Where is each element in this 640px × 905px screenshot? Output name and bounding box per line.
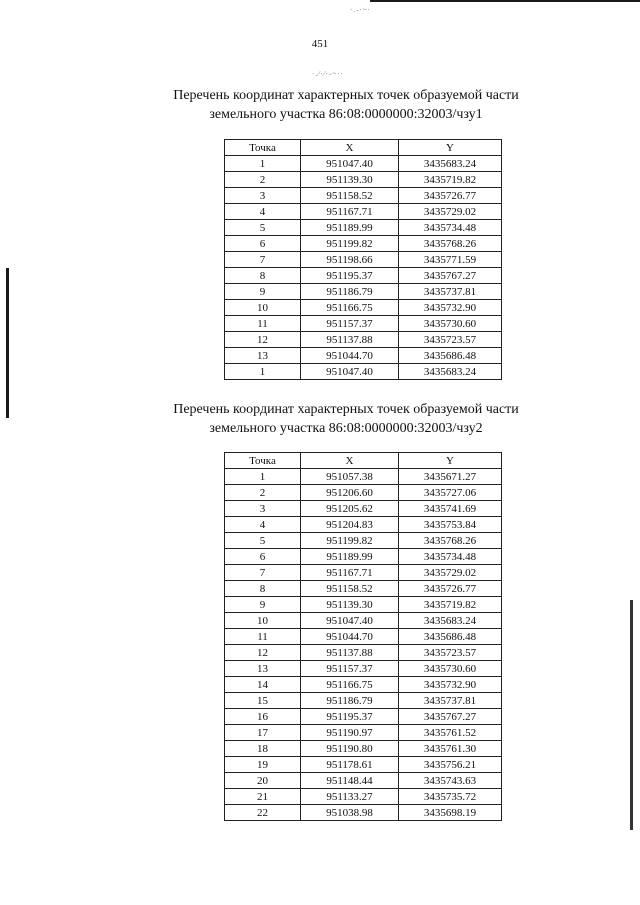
section-1-heading-line-1: Перечень координат характерных точек образуемой части — [173, 88, 519, 103]
x-coordinate-cell: 951139.30 — [301, 597, 399, 613]
point-number-cell: 7 — [225, 252, 301, 268]
x-coordinate-cell: 951166.75 — [301, 677, 399, 693]
column-header-y: Y — [399, 453, 502, 469]
y-coordinate-cell: 3435726.77 — [399, 581, 502, 597]
x-coordinate-cell: 951190.80 — [301, 741, 399, 757]
coordinates-table-2 — [224, 452, 502, 821]
y-coordinate-cell: 3435732.90 — [399, 677, 502, 693]
point-number-cell: 15 — [225, 693, 301, 709]
x-coordinate-cell: 951047.40 — [301, 364, 399, 380]
x-coordinate-cell: 951038.98 — [301, 805, 399, 821]
table-row — [225, 485, 502, 501]
x-coordinate-cell: 951186.79 — [301, 284, 399, 300]
point-number-cell: 2 — [225, 485, 301, 501]
point-number-cell: 4 — [225, 204, 301, 220]
y-coordinate-cell: 3435737.81 — [399, 284, 502, 300]
point-number-cell: 8 — [225, 581, 301, 597]
point-number-cell: 5 — [225, 220, 301, 236]
x-coordinate-cell: 951057.38 — [301, 469, 399, 485]
point-number-cell: 1 — [225, 364, 301, 380]
table-row — [225, 677, 502, 693]
point-number-cell: 20 — [225, 773, 301, 789]
table-header-row — [225, 140, 502, 156]
table-row — [225, 725, 502, 741]
section-1-heading-line-2: земельного участка 86:08:0000000:32003/чзу1 — [209, 107, 483, 122]
x-coordinate-cell: 951204.83 — [301, 517, 399, 533]
table-row — [225, 517, 502, 533]
table-row — [225, 773, 502, 789]
y-coordinate-cell: 3435761.52 — [399, 725, 502, 741]
table-row — [225, 741, 502, 757]
table-row — [225, 469, 502, 485]
page-number: 451 — [311, 38, 329, 50]
x-coordinate-cell: 951199.82 — [301, 533, 399, 549]
y-coordinate-cell: 3435729.02 — [399, 204, 502, 220]
y-coordinate-cell: 3435767.27 — [399, 268, 502, 284]
x-coordinate-cell: 951178.61 — [301, 757, 399, 773]
y-coordinate-cell: 3435726.77 — [399, 188, 502, 204]
x-coordinate-cell: 951158.52 — [301, 581, 399, 597]
point-number-cell: 5 — [225, 533, 301, 549]
y-coordinate-cell: 3435761.30 — [399, 741, 502, 757]
point-number-cell: 12 — [225, 645, 301, 661]
x-coordinate-cell: 951139.30 — [301, 172, 399, 188]
table-row — [225, 332, 502, 348]
y-coordinate-cell: 3435771.59 — [399, 252, 502, 268]
point-number-cell: 22 — [225, 805, 301, 821]
y-coordinate-cell: 3435671.27 — [399, 469, 502, 485]
x-coordinate-cell: 951167.71 — [301, 204, 399, 220]
table-row — [225, 693, 502, 709]
point-number-cell: 11 — [225, 316, 301, 332]
table-row — [225, 188, 502, 204]
y-coordinate-cell: 3435730.60 — [399, 316, 502, 332]
x-coordinate-cell: 951148.44 — [301, 773, 399, 789]
column-header-x: X — [301, 140, 399, 156]
y-coordinate-cell: 3435737.81 — [399, 693, 502, 709]
point-number-cell: 21 — [225, 789, 301, 805]
point-number-cell: 9 — [225, 597, 301, 613]
y-coordinate-cell: 3435732.90 — [399, 300, 502, 316]
column-header-y: Y — [399, 140, 502, 156]
y-coordinate-cell: 3435735.72 — [399, 789, 502, 805]
table-row — [225, 709, 502, 725]
x-coordinate-cell: 951199.82 — [301, 236, 399, 252]
y-coordinate-cell: 3435683.24 — [399, 156, 502, 172]
x-coordinate-cell: 951158.52 — [301, 188, 399, 204]
point-number-cell: 14 — [225, 677, 301, 693]
x-coordinate-cell: 951044.70 — [301, 348, 399, 364]
table-row — [225, 533, 502, 549]
x-coordinate-cell: 951205.62 — [301, 501, 399, 517]
y-coordinate-cell: 3435683.24 — [399, 364, 502, 380]
y-coordinate-cell: 3435743.63 — [399, 773, 502, 789]
y-coordinate-cell: 3435723.57 — [399, 332, 502, 348]
table-row — [225, 284, 502, 300]
point-number-cell: 12 — [225, 332, 301, 348]
coordinates-table-1 — [224, 139, 502, 380]
point-number-cell: 9 — [225, 284, 301, 300]
point-number-cell: 16 — [225, 709, 301, 725]
y-coordinate-cell: 3435768.26 — [399, 236, 502, 252]
table-row — [225, 172, 502, 188]
y-coordinate-cell: 3435768.26 — [399, 533, 502, 549]
y-coordinate-cell: 3435727.06 — [399, 485, 502, 501]
table-row — [225, 629, 502, 645]
table-header-row — [225, 453, 502, 469]
x-coordinate-cell: 951195.37 — [301, 268, 399, 284]
table-row — [225, 204, 502, 220]
point-number-cell: 1 — [225, 156, 301, 172]
x-coordinate-cell: 951137.88 — [301, 645, 399, 661]
x-coordinate-cell: 951133.27 — [301, 789, 399, 805]
point-number-cell: 10 — [225, 613, 301, 629]
table-row — [225, 645, 502, 661]
y-coordinate-cell: 3435698.19 — [399, 805, 502, 821]
x-coordinate-cell: 951157.37 — [301, 316, 399, 332]
point-number-cell: 17 — [225, 725, 301, 741]
table-row — [225, 581, 502, 597]
x-coordinate-cell: 951189.99 — [301, 220, 399, 236]
point-number-cell: 7 — [225, 565, 301, 581]
y-coordinate-cell: 3435686.48 — [399, 629, 502, 645]
point-number-cell: 10 — [225, 300, 301, 316]
point-number-cell: 18 — [225, 741, 301, 757]
x-coordinate-cell: 951047.40 — [301, 613, 399, 629]
x-coordinate-cell: 951167.71 — [301, 565, 399, 581]
section-2-heading-line-2: земельного участка 86:08:0000000:32003/чзу2 — [209, 421, 483, 436]
y-coordinate-cell: 3435729.02 — [399, 565, 502, 581]
y-coordinate-cell: 3435767.27 — [399, 709, 502, 725]
table-row — [225, 805, 502, 821]
table-row — [225, 236, 502, 252]
y-coordinate-cell: 3435683.24 — [399, 613, 502, 629]
point-number-cell: 13 — [225, 348, 301, 364]
y-coordinate-cell: 3435741.69 — [399, 501, 502, 517]
table-row — [225, 156, 502, 172]
x-coordinate-cell: 951189.99 — [301, 549, 399, 565]
point-number-cell: 2 — [225, 172, 301, 188]
table-row — [225, 501, 502, 517]
y-coordinate-cell: 3435730.60 — [399, 661, 502, 677]
table-row — [225, 348, 502, 364]
point-number-cell: 13 — [225, 661, 301, 677]
point-number-cell: 19 — [225, 757, 301, 773]
table-row — [225, 613, 502, 629]
table-row — [225, 268, 502, 284]
column-header-point: Точка — [225, 140, 301, 156]
x-coordinate-cell: 951157.37 — [301, 661, 399, 677]
point-number-cell: 1 — [225, 469, 301, 485]
column-header-x: X — [301, 453, 399, 469]
x-coordinate-cell: 951206.60 — [301, 485, 399, 501]
y-coordinate-cell: 3435753.84 — [399, 517, 502, 533]
point-number-cell: 3 — [225, 188, 301, 204]
y-coordinate-cell: 3435723.57 — [399, 645, 502, 661]
point-number-cell: 6 — [225, 236, 301, 252]
table-row — [225, 597, 502, 613]
scan-edge-line-right — [630, 600, 633, 830]
column-header-point: Точка — [225, 453, 301, 469]
y-coordinate-cell: 3435756.21 — [399, 757, 502, 773]
table-2-body — [225, 469, 502, 821]
point-number-cell: 4 — [225, 517, 301, 533]
y-coordinate-cell: 3435734.48 — [399, 220, 502, 236]
x-coordinate-cell: 951137.88 — [301, 332, 399, 348]
x-coordinate-cell: 951198.66 — [301, 252, 399, 268]
x-coordinate-cell: 951195.37 — [301, 709, 399, 725]
point-number-cell: 11 — [225, 629, 301, 645]
section-2-heading — [0, 400, 640, 438]
table-1-body — [225, 156, 502, 380]
table-row — [225, 661, 502, 677]
scan-speck-under-number: ·.⁄·⁄·‑~·· — [312, 70, 344, 78]
x-coordinate-cell: 951166.75 — [301, 300, 399, 316]
point-number-cell: 6 — [225, 549, 301, 565]
x-coordinate-cell: 951190.97 — [301, 725, 399, 741]
table-row — [225, 789, 502, 805]
table-row — [225, 220, 502, 236]
table-row — [225, 565, 502, 581]
x-coordinate-cell: 951186.79 — [301, 693, 399, 709]
scan-edge-line-top — [370, 0, 640, 2]
table-row — [225, 316, 502, 332]
scan-speck-top: ·.-·~· — [350, 6, 371, 14]
table-row — [225, 252, 502, 268]
y-coordinate-cell: 3435686.48 — [399, 348, 502, 364]
section-1-heading — [0, 86, 640, 124]
y-coordinate-cell: 3435734.48 — [399, 549, 502, 565]
table-row — [225, 364, 502, 380]
x-coordinate-cell: 951044.70 — [301, 629, 399, 645]
point-number-cell: 8 — [225, 268, 301, 284]
table-row — [225, 757, 502, 773]
point-number-cell: 3 — [225, 501, 301, 517]
x-coordinate-cell: 951047.40 — [301, 156, 399, 172]
table-row — [225, 300, 502, 316]
y-coordinate-cell: 3435719.82 — [399, 172, 502, 188]
scan-edge-line-left — [6, 268, 9, 418]
y-coordinate-cell: 3435719.82 — [399, 597, 502, 613]
section-2-heading-line-1: Перечень координат характерных точек образуемой части — [173, 402, 519, 417]
table-row — [225, 549, 502, 565]
